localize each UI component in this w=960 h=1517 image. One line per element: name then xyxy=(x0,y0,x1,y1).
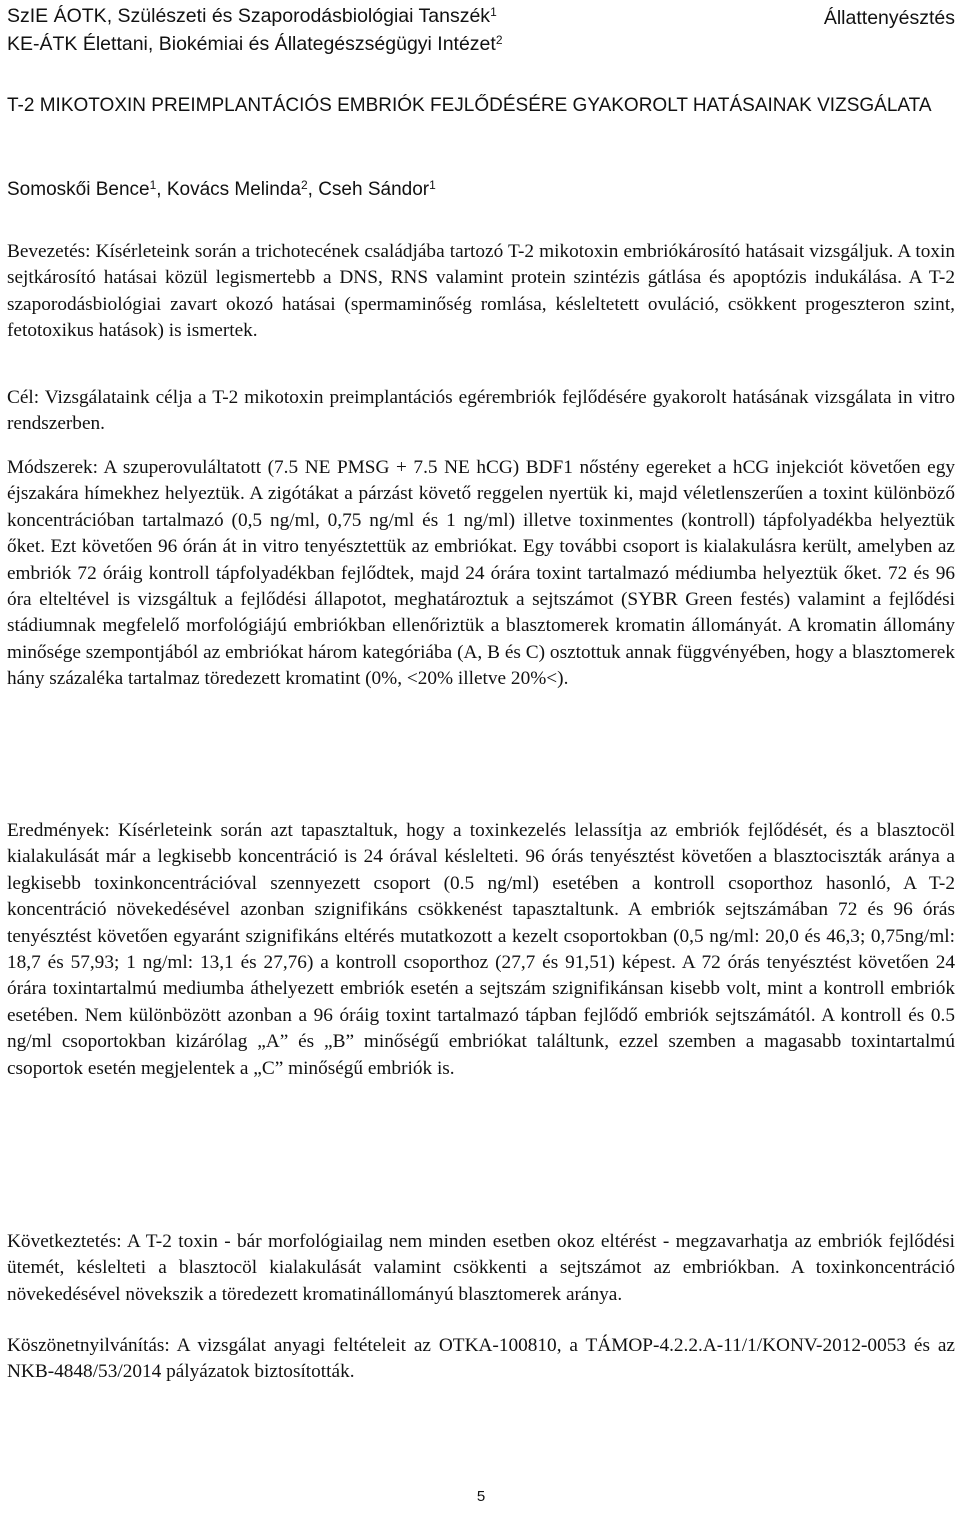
institution-1: SzIE ÁOTK, Szülészeti és Szaporodásbiológiai Tanszék$^1$ xyxy=(7,5,497,27)
page-number: 5 xyxy=(476,1488,486,1505)
methods-paragraph: Módszerek: A szuperovuláltatott (7.5 NE PMSG + 7.5 NE hCG) BDF1 nőstény egereket a hCG injekciót követően egy éjszakára hímekhez helyeztük. A zigótákat a párzást követő reggelen nyertük ki, majd véletlenszerűen a toxint különböző koncentrációban tartalmazó (0,5 ng/ml, 0,75 ng/ml és 1 ng/ml) illetve toxinmentes (kontroll) tápfolyadékba helyeztük őket. Ezt követően 96 órán át in vitro tenyésztettük az embriókat. Egy további csoport is kialakulásra került, amelyben az embriók 72 óráig kontroll tápfolyadékban fejlődtek, majd 24 órára toxint tartalmazó médiumba helyeztük őket. 72 és 96 óra elteltével is vizsgáltuk a fejlődési állapotot, meghatároztuk a sejtszámot (SYBR Green festés) valamint a fejlődési stádiumnak megfelelő morfológiájú embriókban ellenőriztük a blasztomerek kromatin állományát. A kromatin állomány minősége szempontjából az embriókat három kategóriába (A, B és C) osztottuk annak függvényében, hogy a blasztomerek hány százaléka tartalmaz töredezett kromatint (0%, <20% illetve 20%<). xyxy=(7,457,955,690)
institution-2: KE-ÁTK Élettani, Biokémiai és Állategészségügyi Intézet$^2$ xyxy=(7,33,503,55)
paper-title: T-2 MIKOTOXIN PREIMPLANTÁCIÓS EMBRIÓK FEJLŐDÉSÉRE GYAKOROLT HATÁSAINAK VIZSGÁLATA xyxy=(7,95,932,116)
introduction-paragraph: Bevezetés: Kísérleteink során a trichotecének családjába tartozó T-2 mikotoxin embriókárosító hatásait vizsgáljuk. A toxin sejtkárosító hatásai közül legismertebb a DNS, RNS valamint protein szintézis gátlása és apoptózis indukálása. A T-2 szaporodásbiológiai zavart okozó hatásai (spermaminőség romlása, késleltetett ovuláció, csökkent progeszteron szint, fetotoxikus hatások) is ismertek. xyxy=(7,241,955,342)
acknowledgement-paragraph: Köszönetnyilvánítás: A vizsgálat anyagi feltételeit az OTKA-100810, a TÁMOP-4.2.2.A-11/1/KONV-2012-0053 és az NKB-4848/53/2014 pályázatok biztosították. xyxy=(7,1335,955,1383)
aim-paragraph: Cél: Vizsgálataink célja a T-2 mikotoxin preimplantációs egérembriók fejlődésére gyakorolt hatásának vizsgálata in vitro rendszerben. xyxy=(7,387,955,435)
author-list: Somoskői Bence$^1$, Kovács Melinda$^2$, Cseh Sándor$^1$ xyxy=(7,178,436,200)
section-label: Állattenyésztés xyxy=(823,7,955,29)
institutions xyxy=(7,2,503,58)
results-paragraph: Eredmények: Kísérleteink során azt tapasztaltuk, hogy a toxinkezelés lelassítja az embriók fejlődését, és a blasztocöl kialakulását már a legkisebb koncentráció is 24 órával késlelteti. 96 órás tenyésztést követően a blasztociszták aránya a legkisebb toxinkoncentrációval szennyezett csoport (0.5 ng/ml) esetében a kontroll csoporthoz hasonló, A T-2 koncentráció növekedésével azonban szignifikáns csökkenést tapasztaltunk. A embriók sejtszámában 72 és 96 órás tenyésztést követően egyaránt szignifikáns eltérés mutatkozott a kezelt csoportokban (0,5 ng/ml: 20,0 és 46,3; 0,75ng/ml: 18,7 és 57,93; 1 ng/ml: 13,1 és 27,76) a kontroll csoporthoz (27,7 és 91,51) képest. A 72 órás tenyésztést követően 24 órára toxintartalmú mediumba áthelyezett embriók esetén a sejtszám szignifikánsan kisebb volt, mint a kontroll embriók esetében. Nem különbözött azonban a 96 óráig toxint tartalmazó tápban fejlődő embriók sejtszámától. A kontroll és 0.5 ng/ml csoportokban kizárólag „A” és „B” minőségű embriókat találtunk, ezzel szemben a magasabb toxintartalmú csoportok esetén megjelentek a „C” minőségű embriók is. xyxy=(7,820,955,1079)
conclusion-paragraph: Következtetés: A T-2 toxin - bár morfológiailag nem minden esetben okoz eltérést - megzavarhatja az embriók fejlődési ütemét, késlelteti a blasztocöl kialakulását valamint csökkenti a sejtszámot az embriókban. A toxinkoncentráció növekedésével növekszik a töredezett kromatinállományú blasztomerek aránya. xyxy=(7,1231,955,1305)
